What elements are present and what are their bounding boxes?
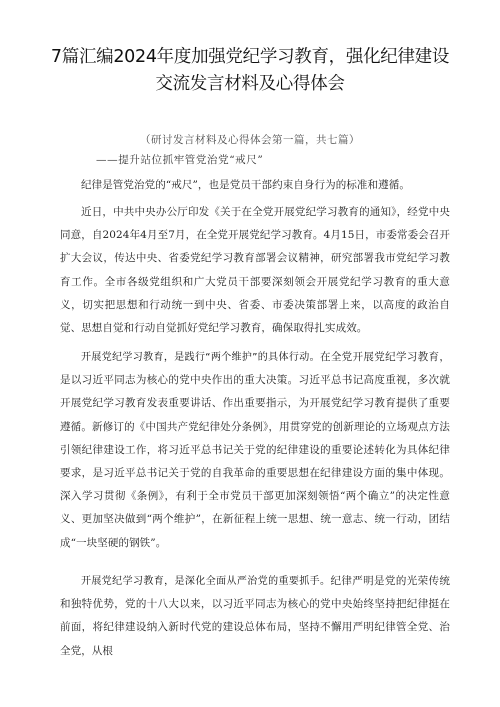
- paragraph-1: 纪律是管党治党的“戒尺”，也是党员干部约束自身行为的标准和遵循。: [81, 179, 410, 191]
- paragraph-2: 近日，中共中央办公厅印发《关于在全党开展党纪学习教育的通知》，经党中央同意，自2024年4月至7月，在全党开展党纪学习教育。4月15日，市委常委会召开扩大会议，传达中央、省委党纪学习教育部署会议精神，研究部署我市党纪学习教育工作。全市各级党组织和广大党员干部要深刻领会开展党纪学习教育的重大意义，切实把思想和行动统一到中央、省委、市委决策部署上来，以高度的政治自觉、思想自觉和行动自觉抓好党纪学习教育，确保取得扎实成效。: [60, 206, 450, 335]
- paragraph-4-lead: 开展党纪学习教育，是深化全面从严治党的重要抓手。: [81, 576, 331, 587]
- title-line-1: 7篇汇编2024年度加强党纪学习教育，强化纪律建设: [50, 47, 450, 67]
- paragraph-4-body: 纪律严明是党的光荣传统和独特优势，党的十八大以来，以习近平同志为核心的党中央始终坚持把纪律挺在前面，将纪律建设纳入新时代党的建设总体布局，坚持不懈用严明纪律管全党、治全党，从根: [60, 575, 450, 657]
- title-line-2: 交流发言材料及心得体会: [155, 74, 345, 94]
- document-subtitle: （研讨发言材料及心得体会第一篇，共七篇）: [140, 134, 360, 146]
- paragraph-3-body: 在全党开展党纪学习教育，是以习近平同志为核心的党中央作出的重大决策。习近平总书记高度重视，多次就开展党纪学习教育发表重要讲话、作出重要指示，为开展党纪学习教育提供了重要遵循。新修订的《中国共产党纪律处分条例》，用贯穿党的创新理论的立场观点方法引领纪律建设工作，将习近平总书记关于党的纪律建设的重要论述转化为具体纪律要求，是习近平总书记关于党的自我革命的重要思想在纪律建设方面的集中体现。深入学习贯彻《条例》，有利于全市党员干部更加深刻领悟“两个确立”的决定性意义、更加坚决做到“两个维护”，在新征程上统一思想、统一意志、统一行动，团结成“一块坚硬的钢铁”。: [60, 351, 451, 549]
- paragraph-3-lead: 开展党纪学习教育，是践行“两个维护”的具体行动。: [81, 352, 320, 363]
- paragraph-4: [60, 570, 450, 663]
- paragraph-3: [60, 346, 450, 555]
- document-title: [40, 44, 460, 98]
- document-leadline: ——提升站位抓牢管党治党“戒尺”: [96, 154, 264, 166]
